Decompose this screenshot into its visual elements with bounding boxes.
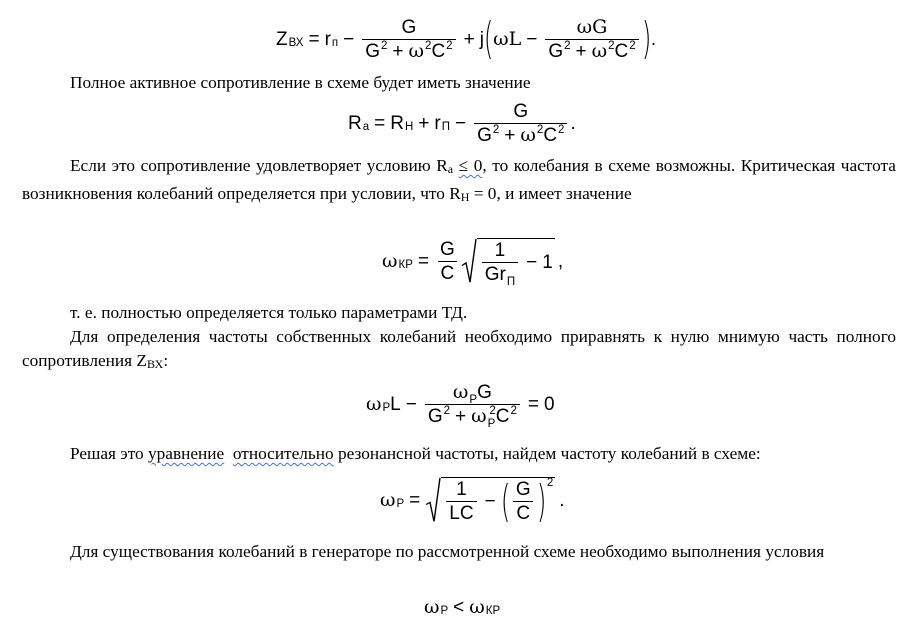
fraction — [513, 480, 534, 523]
subscript: П — [441, 121, 450, 134]
punctuation: , — [557, 250, 564, 272]
superscript: 2 — [546, 476, 554, 489]
operator: − — [484, 491, 496, 512]
subscript: Н — [404, 121, 414, 134]
symbol: 0 — [543, 393, 555, 415]
formula-condition — [424, 596, 500, 618]
paragraph — [22, 442, 896, 466]
subscript: ВХ — [288, 37, 304, 50]
subscript: Р — [382, 402, 391, 415]
operator: + — [463, 28, 475, 50]
operator: − — [455, 112, 467, 134]
fraction — [474, 102, 567, 145]
text: т. е. полностью определяется только параметрами ТД. — [70, 303, 468, 322]
text: , то колебания в схеме возможны. Критическая частота возникновения колебаний определяется при условии, что R — [22, 156, 896, 203]
numerator: G — [513, 100, 529, 122]
symbol: ω — [380, 488, 396, 511]
square-root — [425, 475, 555, 527]
paren: ) — [641, 13, 651, 65]
formula-w-kr — [382, 234, 563, 288]
fraction — [446, 480, 476, 523]
operator: + — [392, 40, 404, 62]
spellcheck-word: относительно — [232, 444, 334, 463]
fraction — [362, 18, 455, 61]
operator: − — [526, 252, 538, 273]
formula-r-a — [348, 99, 576, 147]
operator: = — [374, 112, 386, 134]
punctuation: . — [559, 489, 565, 511]
subscript: ВХ — [146, 356, 164, 371]
operator: = — [308, 28, 320, 50]
text: Полное активное сопротивление в схеме будет иметь значение — [70, 73, 531, 92]
denominator: C — [513, 501, 533, 523]
subscript: п — [331, 37, 339, 50]
paragraph — [22, 301, 896, 325]
paren: ( — [483, 13, 494, 65]
operator: + — [455, 405, 467, 427]
fraction — [482, 240, 518, 288]
paragraph — [22, 154, 896, 209]
symbol: C — [431, 40, 446, 62]
paragraph — [22, 71, 896, 95]
numerator: 1 — [494, 240, 506, 261]
operator: = — [417, 250, 429, 272]
symbol: Z — [276, 28, 288, 50]
radical-sign — [461, 238, 477, 284]
condition: ≤ 0 — [458, 156, 483, 175]
operator: − — [526, 28, 538, 50]
denominator — [482, 262, 518, 288]
subscript: a — [447, 162, 454, 176]
numerator: G — [401, 16, 417, 38]
symbol: G — [477, 124, 492, 146]
symbol: ω — [591, 39, 608, 62]
paren: ( — [500, 475, 510, 527]
superscript: 2 — [629, 39, 636, 52]
symbol: r — [324, 28, 331, 50]
symbol: C — [543, 124, 558, 146]
subscript: Р — [440, 605, 449, 618]
text — [224, 444, 233, 463]
symbol: 1 — [542, 252, 553, 273]
fraction — [545, 15, 638, 62]
operator: − — [343, 28, 355, 50]
symbol: ω — [424, 595, 440, 618]
denominator — [474, 123, 567, 145]
formula-w-p-equation — [366, 380, 555, 428]
spellcheck-word: уравнение — [148, 444, 225, 463]
punctuation: . — [650, 28, 657, 50]
operator: − — [405, 393, 417, 415]
text: = 0, и имеет значение — [469, 183, 632, 203]
radicand — [441, 475, 555, 527]
superscript: 2 — [425, 39, 432, 52]
symbol: G — [365, 40, 381, 62]
symbol: G — [548, 40, 564, 62]
operator: < — [453, 596, 465, 618]
numerator: G — [515, 479, 531, 500]
subscript: КР — [398, 259, 413, 272]
operator: + — [418, 112, 430, 134]
operator: + — [504, 124, 516, 146]
operator: + — [575, 40, 587, 62]
subscript: КР — [485, 605, 501, 618]
denominator: LC — [446, 501, 476, 523]
superscript: 2 — [446, 39, 453, 52]
superscript: 2 — [492, 123, 500, 136]
symbol: ω — [382, 249, 398, 272]
text: Если это сопротивление удовлетворяет условию R — [70, 156, 448, 175]
superscript: 2 — [564, 39, 571, 52]
symbol: ω — [520, 123, 536, 146]
fraction — [425, 380, 520, 430]
denominator: C — [438, 261, 458, 283]
text: Решая это — [70, 444, 149, 463]
numerator: G — [439, 238, 455, 260]
punctuation: . — [570, 112, 576, 134]
symbol: ω — [366, 392, 382, 415]
symbol: G — [477, 381, 492, 403]
denominator — [425, 404, 520, 430]
symbol: R — [390, 112, 404, 134]
symbol: G — [427, 405, 443, 427]
subscript: a — [362, 121, 370, 134]
text: : — [163, 350, 169, 370]
paren: ) — [536, 475, 546, 527]
denominator — [545, 39, 638, 61]
denominator — [362, 39, 455, 61]
superscript: 2 — [381, 39, 388, 52]
symbol: ω — [471, 404, 487, 427]
superscript: 2 — [489, 404, 496, 417]
subscript: Р — [396, 498, 405, 511]
symbol: C — [614, 40, 629, 62]
radicand — [477, 238, 555, 288]
superscript: 2 — [510, 404, 517, 417]
symbol: Gr — [484, 264, 506, 285]
paragraph — [22, 540, 896, 564]
operator: = — [527, 393, 539, 415]
superscript: 2 — [443, 404, 451, 417]
numerator — [450, 380, 495, 406]
formula-z-in — [276, 14, 656, 64]
symbol: j — [479, 28, 484, 50]
subscript: П — [506, 276, 516, 288]
text: резонансной частоты, найдем частоту колебаний в схеме: — [333, 444, 761, 463]
superscript: 2 — [558, 123, 565, 136]
symbol: ω — [408, 39, 425, 62]
symbol: L — [390, 393, 401, 415]
square-root — [461, 238, 555, 288]
fraction — [437, 240, 458, 283]
subscript: Р — [469, 393, 478, 406]
numerator: ωG — [576, 15, 608, 38]
radical-sign — [425, 477, 441, 523]
text: Для определения частоты собственных колебаний необходимо приравнять к нулю мнимую часть полного сопротивления Z — [22, 327, 896, 370]
symbol: ωL — [493, 27, 522, 50]
subscript: Н — [460, 189, 470, 204]
subscript: Р — [487, 417, 496, 430]
symbol: C — [495, 405, 510, 427]
superscript: 2 — [608, 39, 615, 52]
symbol: ω — [469, 595, 485, 618]
operator: = — [409, 489, 421, 511]
paragraph — [22, 325, 896, 376]
superscript: 2 — [536, 123, 544, 136]
symbol: ω — [452, 380, 469, 403]
formula-w-p — [380, 470, 565, 530]
text: Для существования колебаний в генераторе по рассмотренной схеме необходимо выполнения условия — [70, 542, 825, 561]
symbol: R — [348, 112, 362, 134]
symbol: r — [434, 112, 441, 134]
numerator: 1 — [456, 479, 467, 500]
